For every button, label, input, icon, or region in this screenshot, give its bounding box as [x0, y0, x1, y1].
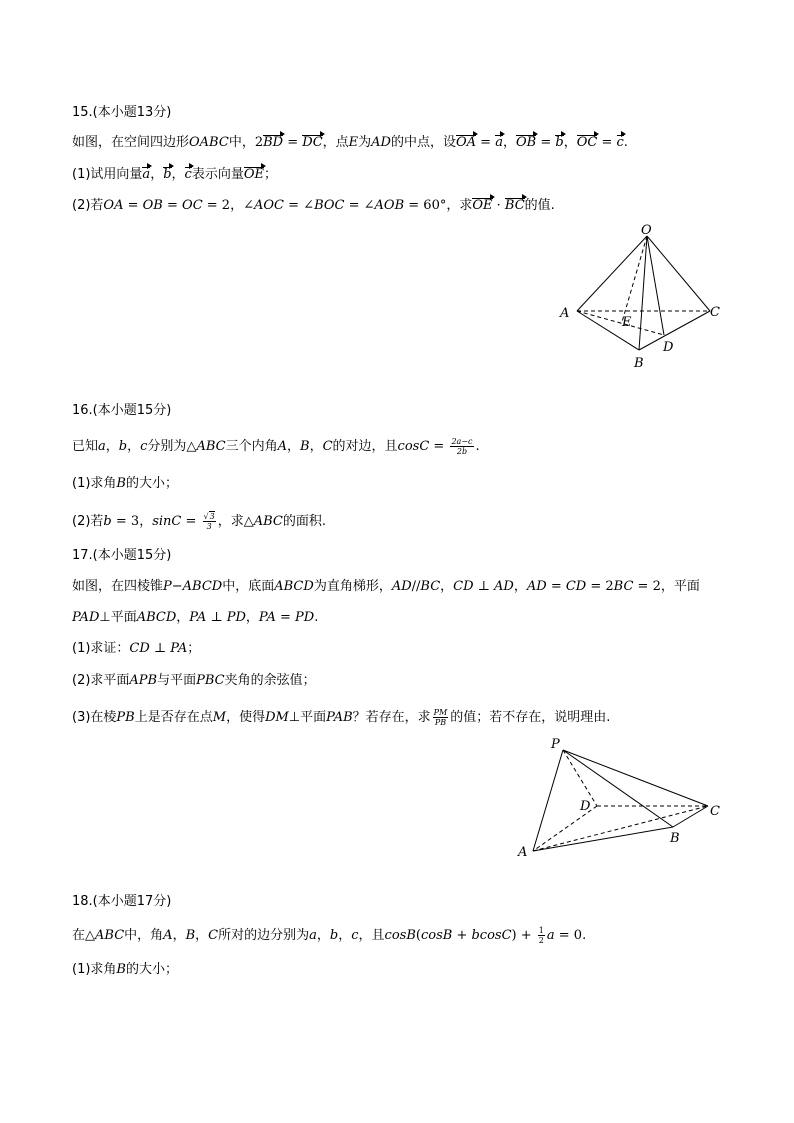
q17-part1: (1)求证：CD ⊥ PA； — [72, 641, 201, 656]
label-A: A — [560, 306, 570, 321]
label-D: D — [580, 799, 591, 814]
q17-stem-line2: PAD⊥平面ABCD，PA ⊥ PD，PA = PD. — [72, 610, 319, 625]
label-O: O — [641, 223, 652, 238]
q17-part2: (2)求平面APB与平面PBC夹角的余弦值； — [72, 673, 316, 688]
label-E: E — [622, 315, 632, 330]
label-B: B — [634, 356, 644, 371]
q16-stem: 已知a，b，c分别为△ABC三个内角A，B，C的对边，且cosC = $\frac{2a-c}{2b}$ . — [72, 437, 480, 456]
label-C: C — [710, 305, 720, 320]
q17-part3: (3)在棱PB上是否存在点M，使得DM⊥平面PAB？若存在，求 $\frac{PM}{PB}$ 的值；若不存在，说明理由. — [72, 708, 611, 727]
label-A: A — [518, 845, 528, 860]
label-C: C — [710, 804, 720, 819]
q15-part1: (1)试用向量a，b，c表示向量OE； — [72, 167, 278, 182]
q18-stem: 在△ABC中，角A，B，C所对的边分别为a，b，c，且cosB(cosB + bcosC) + $\frac{1}{2}$ a = 0. — [72, 926, 587, 945]
q15-header: 15.(本小题13分) — [72, 105, 172, 120]
q15-stem: 如图，在空间四边形OABC中，2BD = DC，点E为AD的中点，设OA = a，OB = b，OC = c. — [72, 135, 628, 150]
q17-stem-line1: 如图，在四棱锥P−ABCD中，底面ABCD为直角梯形，AD//BC，CD ⊥ AD，AD = CD = 2BC = 2，平面 — [72, 579, 700, 594]
q16-part1: (1)求角B的大小； — [72, 476, 178, 491]
label-D: D — [663, 340, 674, 355]
label-P: P — [551, 737, 560, 752]
q15-part2: (2)若OA = OB = OC = 2，∠AOC = ∠BOC = ∠AOB = 60°，求OE · BC的值. — [72, 198, 555, 213]
tetrahedron-figure — [555, 222, 735, 372]
q16-header: 16.(本小题15分) — [72, 403, 172, 418]
q18-header: 18.(本小题17分) — [72, 894, 172, 909]
pyramid-figure — [512, 735, 732, 860]
q16-part2: (2)若b = 3，sinC = $\frac{√3}{3}$ ，求△ABC的面积. — [72, 512, 327, 531]
label-B: B — [670, 831, 680, 846]
q18-part1: (1)求角B的大小； — [72, 962, 178, 977]
q17-header: 17.(本小题15分) — [72, 548, 172, 563]
